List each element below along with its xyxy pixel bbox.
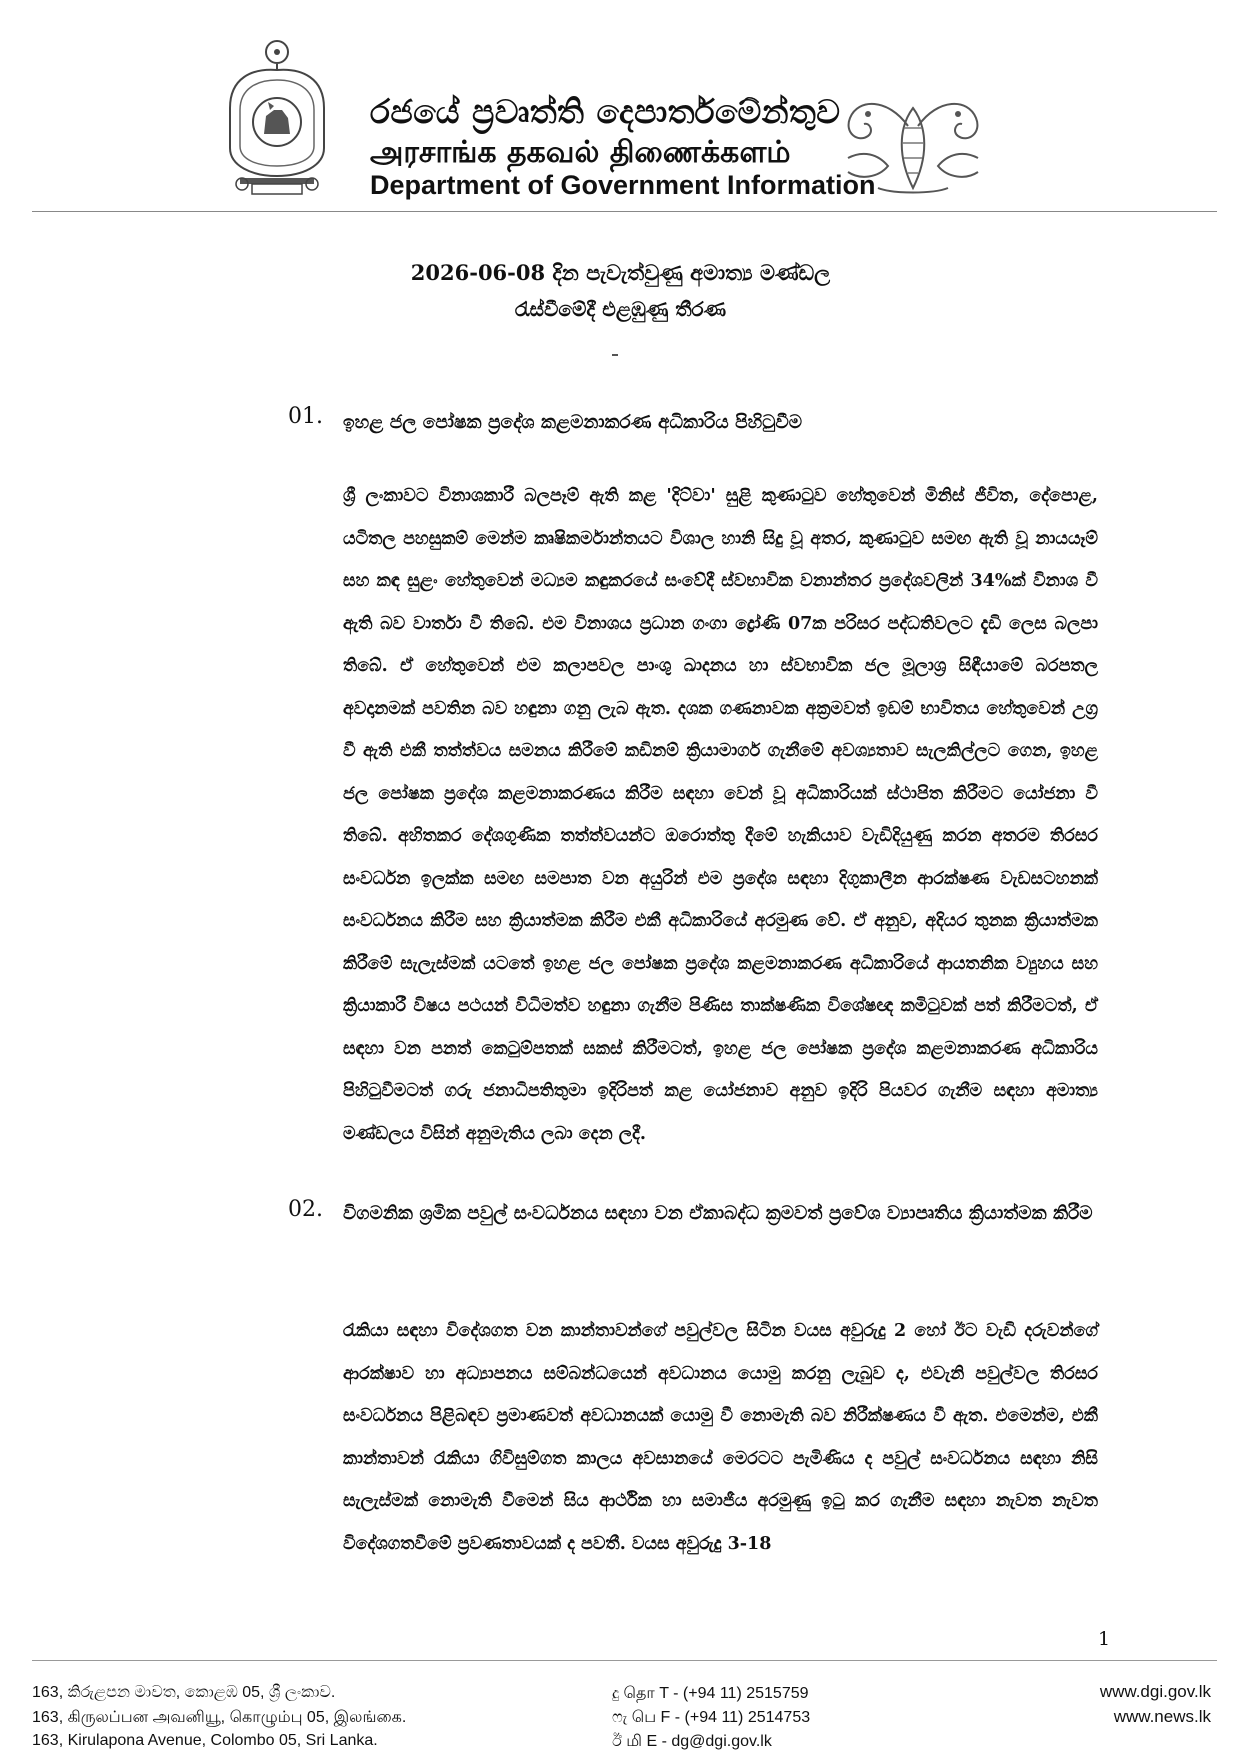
address-english: 163, Kirulapona Avenue, Colombo 05, Sri Lanka. (32, 1732, 378, 1749)
address-sinhala: 163, කිරුළපන මාවත, කොළඹ 05, ශ්‍රී ලංකාව. (32, 1684, 336, 1701)
section-title: ඉහළ ජල පෝෂක ප්‍රදේශ කළමනාකරණ අධිකාරිය පිහිටුවීම (343, 412, 803, 433)
org-name-sinhala: රජයේ ප්‍රවෘත්ති දෙපාර්තමේන්තුව (370, 92, 841, 131)
footer-divider (32, 1660, 1217, 1661)
letterhead (0, 0, 1241, 215)
title-dash (612, 354, 618, 356)
national-emblem-icon (222, 38, 332, 198)
email-address: ඊ மி E - dg@dgi.gov.lk (612, 1733, 772, 1750)
section-number: 01. (288, 404, 323, 429)
org-name-english: Department of Government Information (370, 170, 876, 200)
section-body: රැකියා සඳහා විදේශගත වන කාන්තාවන්ගේ පවුල්වල සිටින වයස අවුරුදු 2 හෝ ඊට වැඩි දරුවන්ගේ ආරක්ෂාව හා අධ්‍යාපනය සම්බන්ධයෙන් අවධානය යොමු කරනු ලැබුව ද, එවැනි පවුල්වල තිරසර සංවර්ධනය පිළිබඳව ප්‍රමාණවත් අවධානයක් යොමු වී නොමැති බව නිරීක්ෂණය වී ඇත. එමෙන්ම, එකී කාන්තාවන් රැකියා ගිවිසුම්ගත කාලය අවසානයේ මෙරටට පැමිණිය ද පවුල් සංවර්ධනය සඳහා නිසි සැලැස්මක් නොමැති වීමෙන් සිය ආර්ථික හා සමාජීය අරමුණු ඉටු කර ගැනීම සඳහා නැවත නැවත විදේශගතවීමේ ප්‍රවණතාවයක් ද පවතී. වයස අවුරුදු 3-18 (343, 1321, 1098, 1554)
document-title-line-2: රැස්වීමේදී එළඹුණු තීරණ (514, 297, 727, 321)
website-link-news[interactable]: www.news.lk (1113, 1707, 1211, 1726)
footer (0, 1660, 1241, 1755)
header-divider (32, 211, 1217, 212)
document-title-line-1: 2026-06-08 දින පැවැත්වුණු අමාත්‍ය මණ්ඩල (410, 260, 831, 285)
org-name-tamil: அரசாங்க தகவல் திணைக்களம் (370, 135, 791, 170)
fax-number: ෆැ பெ F - (+94 11) 2514753 (612, 1709, 811, 1726)
makara-ornament-icon (838, 88, 988, 200)
section-number: 02. (288, 1197, 323, 1222)
website-link-dgi[interactable]: www.dgi.gov.lk (1099, 1682, 1211, 1701)
phone-number: දු தொ T - (+94 11) 2515759 (612, 1685, 809, 1702)
page-number: 1 (1098, 1628, 1111, 1650)
section-body: ශ්‍රී ලංකාවට විනාශකාරී බලපෑම් ඇති කළ 'දිට්වා' සුළි කුණාටුව හේතුවෙන් මිනිස් ජීවිත, දේපොළ, යටිතල පහසුකම් මෙන්ම කෘෂිකර්මාන්තයට විශාල හානි සිදු වූ අතර, කුණාටුව සමඟ ඇති වූ නායයෑම් සහ කඳ සුළං හේතුවෙන් මධ්‍යම කඳුකරයේ සංවේදී ස්වභාවික වනාන්තර ප්‍රදේශවලින් 34%ක් විනාශ වී ඇති බව වාර්තා වී තිබේ. එම විනාශය ප්‍රධාන ගංගා ද්‍රෝණි 07ක පරිසර පද්ධතිවලට දැඩි ලෙස බලපා තිබේ. ඒ හේතුවෙන් එම කලාපවල පාංශු ඛාදනය හා ස්වභාවික ජල මූලාශ්‍ර සිඳීයාමේ බරපතල අවදානමක් පවතින බව හඳුනා ගනු ලැබ ඇත. දශක ගණනාවක අක්‍රමවත් ඉඩම් භාවිතය හේතුවෙන් උග්‍ර වී ඇති එකී තත්ත්වය සමනය කිරීමේ කඩිනම් ක්‍රියාමාර්ග ගැනීමේ අවශ්‍යතාව සැලකිල්ලට ගෙන, ඉහළ ජල පෝෂක ප්‍රදේශ කළමනාකරණය කිරීම සඳහා වෙන් වූ අධිකාරියක් ස්ථාපිත කිරීමට යෝජනා වී තිබේ. අහිතකර දේශගුණික තත්ත්වයන්ට ඔරොත්තු දීමේ හැකියාව වැඩිදියුණු කරන අතරම තිරසර සංවර්ධන ඉලක්ක සමඟ සමපාත වන අයුරින් එම ප්‍රදේශ සඳහා දිගුකාලීන ආරක්ෂණ වැඩසටහනක් සංවර්ධනය කිරීම සහ ක්‍රියාත්මක කිරීම එකී අධිකාරියේ අරමුණ වේ. ඒ අනුව, අදියර තුනක ක්‍රියාත්මක කිරීමේ සැලැස්මක් යටතේ ඉහළ ජල පෝෂක ප්‍රදේශ කළමනාකරණ අධිකාරියේ ආයතනික ව්‍යුහය සහ ක්‍රියාකාරී විෂය පථයන් විධිමත්ව හඳුනා ගැනීම පිණිස තාක්ෂණික විශේෂඥ කමිටුවක් පත් කිරීමටත්, ඒ සඳහා වන පනත් කෙටුම්පතක් සකස් කිරීමටත්, ඉහළ ජල පෝෂක ප්‍රදේශ කළමනාකරණ අධිකාරිය පිහිටුවීමටත් ගරු ජනාධිපතිතුමා ඉදිරිපත් කළ යෝජනාව අනුව ඉදිරි පියවර ගැනීම සඳහා අමාත්‍ය මණ්ඩලය විසින් අනුමැතිය ලබා දෙන ලදී. (343, 486, 1098, 1144)
address-tamil: 163, கிருலப்பன அவனியூ, கொழும்பு 05, இலங்கை. (32, 1709, 407, 1726)
section-title: විගමනික ශ්‍රමික පවුල් සංවර්ධනය සඳහා වන ඒකාබද්ධ ක්‍රමවත් ප්‍රවේශ ව්‍යාපෘතිය ක්‍රියාත්මක කිරීම (343, 1203, 1093, 1224)
